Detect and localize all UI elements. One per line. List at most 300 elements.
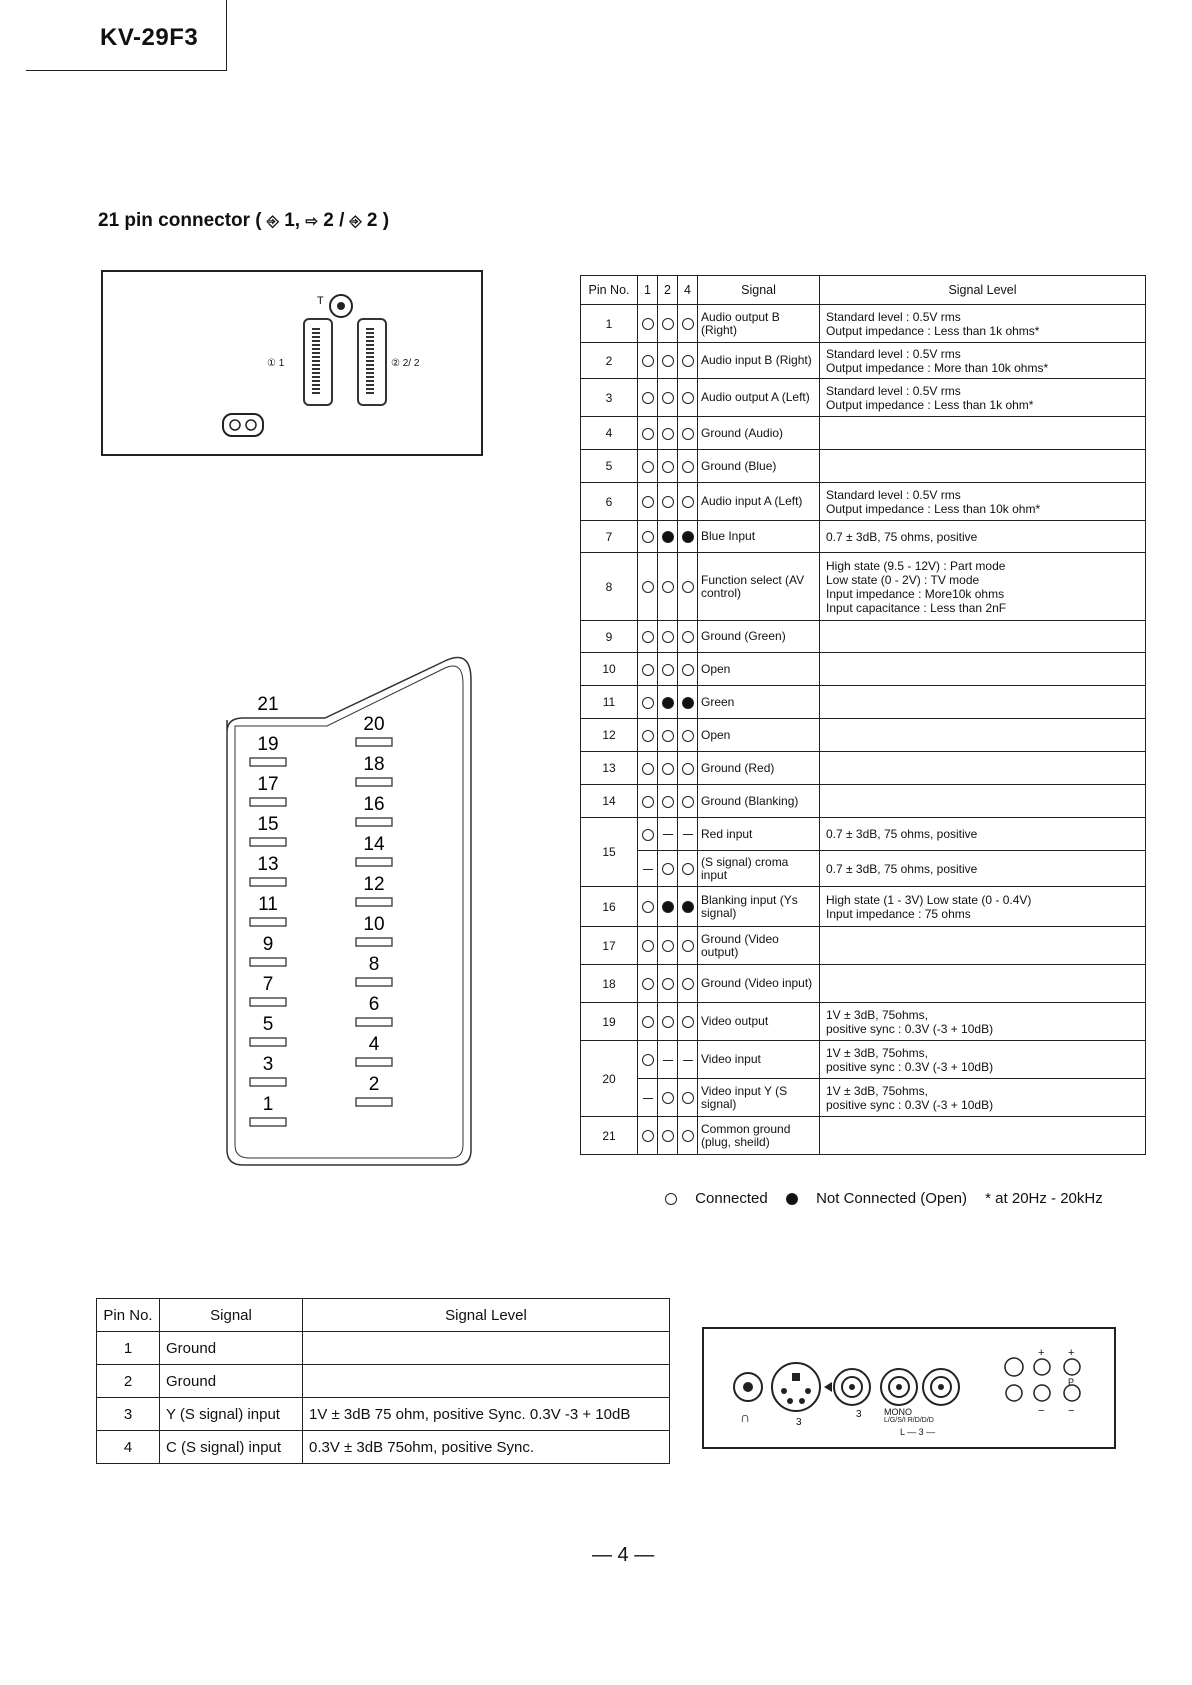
- not-applicable-icon: [663, 1060, 673, 1061]
- connection-cell: [678, 1003, 698, 1041]
- connected-icon: [642, 697, 654, 709]
- connection-cell: [678, 752, 698, 785]
- pin-right-column: [356, 714, 392, 1106]
- connection-cell: [658, 719, 678, 752]
- connected-icon: [642, 531, 654, 543]
- connection-cell: [658, 887, 678, 927]
- signal-level: [820, 450, 1146, 483]
- pin-number: 13: [581, 752, 638, 785]
- connection-cell: [658, 785, 678, 818]
- pin-label: 9: [262, 934, 274, 955]
- pin-number: 11: [581, 686, 638, 719]
- program-down-button-icon: [1064, 1385, 1080, 1401]
- pin-label: 1: [262, 1094, 274, 1115]
- connected-icon: [662, 796, 674, 808]
- pin-slot: [250, 758, 286, 766]
- connection-cell: [638, 450, 658, 483]
- volume-up-button-icon: [1034, 1359, 1050, 1375]
- connected-icon: [642, 730, 654, 742]
- pin-number: 17: [581, 927, 638, 965]
- signal-name: Ground (Green): [698, 621, 820, 653]
- signal-name: C (S signal) input: [160, 1431, 303, 1464]
- pin-number: 16: [581, 887, 638, 927]
- signal-level: [303, 1332, 670, 1365]
- signal-name: Y (S signal) input: [160, 1398, 303, 1431]
- pin-label: 6: [368, 994, 380, 1015]
- table-row: [581, 379, 1146, 417]
- menu-button-icon: [1005, 1358, 1023, 1376]
- connection-cell: [678, 851, 698, 887]
- connection-cell: [658, 379, 678, 417]
- pin-label: 12: [363, 874, 385, 895]
- not-connected-icon: [682, 697, 694, 709]
- connection-cell: [658, 1041, 678, 1079]
- antenna-socket-center: [337, 302, 345, 310]
- pin-number: 2: [581, 343, 638, 379]
- pin-label: 3: [262, 1054, 274, 1075]
- legend: [665, 1190, 1117, 1207]
- pin-label: 13: [257, 854, 279, 875]
- signal-level: 0.7 ± 3dB, 75 ohms, positive: [820, 818, 1146, 851]
- connection-cell: [658, 521, 678, 553]
- connection-cell: [638, 553, 658, 621]
- table-row: [581, 450, 1146, 483]
- signal-name: Blue Input: [698, 521, 820, 553]
- pin-number: 1: [581, 305, 638, 343]
- table-row: [581, 553, 1146, 621]
- antenna-label: T: [317, 295, 324, 307]
- table-row: [581, 305, 1146, 343]
- connected-icon: [662, 940, 674, 952]
- pin-slot: [356, 778, 392, 786]
- connected-symbol-icon: [665, 1193, 677, 1205]
- pin-label: 20: [363, 714, 385, 735]
- pin-slot: [356, 898, 392, 906]
- connected-icon: [662, 581, 674, 593]
- s-video-icon: ⎆: [349, 213, 362, 230]
- signal-name: Red input: [698, 818, 820, 851]
- program-up-button-icon: [1064, 1359, 1080, 1375]
- connected-icon: [662, 461, 674, 473]
- signal-level: 1V ± 3dB, 75ohms, positive sync : 0.3V (-3 + 10dB): [820, 1079, 1146, 1117]
- connected-icon: [662, 392, 674, 404]
- connected-icon: [662, 496, 674, 508]
- connection-cell: [678, 686, 698, 719]
- connected-icon: [682, 392, 694, 404]
- connection-cell: [638, 379, 658, 417]
- connected-icon: [682, 796, 694, 808]
- pin-slot: [356, 858, 392, 866]
- connection-cell: [638, 1003, 658, 1041]
- header-scart1: 1: [638, 276, 658, 305]
- pin-label: 19: [257, 734, 279, 755]
- s3-label: 3: [796, 1417, 802, 1428]
- signal-name: (S signal) croma input: [698, 851, 820, 887]
- table-row: [581, 653, 1146, 686]
- table-row: [581, 785, 1146, 818]
- connected-icon: [682, 355, 694, 367]
- signal-name: Ground (Red): [698, 752, 820, 785]
- connection-cell: [658, 1079, 678, 1117]
- signal-name: Ground: [160, 1332, 303, 1365]
- connected-icon: [642, 428, 654, 440]
- connected-icon: [682, 318, 694, 330]
- signal-level: [303, 1365, 670, 1398]
- connected-icon: [642, 1016, 654, 1028]
- signal-name: Function select (AV control): [698, 553, 820, 621]
- connection-cell: [638, 1079, 658, 1117]
- connected-icon: [682, 863, 694, 875]
- connection-cell: [678, 927, 698, 965]
- connected-icon: [642, 355, 654, 367]
- pin-slot: [356, 938, 392, 946]
- pin-number: 4: [581, 417, 638, 450]
- legend-note: * at 20Hz - 20kHz: [985, 1190, 1103, 1207]
- s-table-row: [97, 1431, 670, 1464]
- table-row: [581, 686, 1146, 719]
- signal-level: [820, 417, 1146, 450]
- connection-cell: [658, 927, 678, 965]
- pin-slot: [250, 918, 286, 926]
- connection-cell: [658, 1003, 678, 1041]
- connection-cell: [678, 343, 698, 379]
- scart-pin-table: [580, 275, 1146, 1155]
- table-row: [581, 521, 1146, 553]
- table-row: [581, 851, 1146, 887]
- signal-level: [820, 686, 1146, 719]
- table-row: [581, 1117, 1146, 1155]
- pin-number: 12: [581, 719, 638, 752]
- connection-cell: [638, 686, 658, 719]
- connected-icon: [642, 1130, 654, 1142]
- connected-icon: [682, 581, 694, 593]
- connection-cell: [638, 653, 658, 686]
- connection-cell: [638, 927, 658, 965]
- signal-name: Audio input A (Left): [698, 483, 820, 521]
- connection-cell: [658, 343, 678, 379]
- section-heading: [98, 210, 389, 232]
- connected-icon: [642, 392, 654, 404]
- pin-number: 8: [581, 553, 638, 621]
- table-row: [581, 719, 1146, 752]
- connected-icon: [662, 428, 674, 440]
- s-header-signal: Signal: [160, 1299, 303, 1332]
- connected-icon: [642, 581, 654, 593]
- signal-level: [820, 752, 1146, 785]
- signal-name: Open: [698, 719, 820, 752]
- pin-label: 17: [257, 774, 279, 795]
- minus-label-a: −: [1038, 1405, 1045, 1417]
- rear-panel-illustration: [101, 270, 483, 456]
- connection-cell: [678, 1041, 698, 1079]
- connection-cell: [658, 653, 678, 686]
- connected-icon: [642, 829, 654, 841]
- pin-label: 10: [363, 914, 385, 935]
- s-table-header-row: [97, 1299, 670, 1332]
- signal-level: [820, 1117, 1146, 1155]
- audio3-label: L — 3 —: [900, 1427, 936, 1437]
- pin-slot: [356, 818, 392, 826]
- signal-name: Green: [698, 686, 820, 719]
- pin-number: 3: [97, 1398, 160, 1431]
- table-row: [581, 1079, 1146, 1117]
- pin-slot: [250, 798, 286, 806]
- pin-number: 4: [97, 1431, 160, 1464]
- connected-icon: [642, 940, 654, 952]
- connection-cell: [678, 887, 698, 927]
- signal-level: Standard level : 0.5V rms Output impedance : Less than 10k ohm*: [820, 483, 1146, 521]
- pin-label: 2: [368, 1074, 380, 1095]
- header-pin: Pin No.: [581, 276, 638, 305]
- pin-label: 21: [257, 694, 279, 715]
- not-applicable-icon: [643, 1098, 653, 1099]
- signal-name: Blanking input (Ys signal): [698, 887, 820, 927]
- pin-label: 4: [368, 1034, 380, 1055]
- connected-icon: [682, 730, 694, 742]
- signal-level: High state (9.5 - 12V) : Part mode Low state (0 - 2V) : TV mode Input impedance : More10k ohms Input capacitance : Less than 2nF: [820, 553, 1146, 621]
- connection-cell: [638, 483, 658, 521]
- not-applicable-icon: [683, 834, 693, 835]
- pin-label: 18: [363, 754, 385, 775]
- connected-icon: [662, 863, 674, 875]
- pin-number: 9: [581, 621, 638, 653]
- pin-number: 1: [97, 1332, 160, 1365]
- connection-cell: [658, 450, 678, 483]
- connected-icon: [682, 978, 694, 990]
- headphone-label: ∩: [740, 1409, 751, 1425]
- table-row: [581, 1003, 1146, 1041]
- scart-socket-2: [357, 318, 387, 406]
- not-connected-symbol-icon: [786, 1193, 798, 1205]
- signal-level: [820, 653, 1146, 686]
- connection-cell: [678, 379, 698, 417]
- pin-slot: [356, 738, 392, 746]
- connection-cell: [678, 553, 698, 621]
- connection-cell: [678, 417, 698, 450]
- signal-name: Ground (Video output): [698, 927, 820, 965]
- heading-part1: 1,: [284, 210, 301, 231]
- connection-cell: [638, 965, 658, 1003]
- table-header-row: [581, 276, 1146, 305]
- signal-level: [820, 785, 1146, 818]
- connected-icon: [662, 730, 674, 742]
- connection-cell: [658, 851, 678, 887]
- connection-cell: [678, 965, 698, 1003]
- connection-cell: [658, 305, 678, 343]
- signal-level: 1V ± 3dB, 75ohms, positive sync : 0.3V (-3 + 10dB): [820, 1003, 1146, 1041]
- heading-part2: 2 /: [323, 210, 345, 231]
- signal-name: Video input: [698, 1041, 820, 1079]
- pin-label: 14: [363, 834, 385, 855]
- connection-cell: [658, 1117, 678, 1155]
- connected-icon: [682, 1016, 694, 1028]
- pin-left-column: [250, 694, 286, 1126]
- pin-number: 10: [581, 653, 638, 686]
- connected-icon: [682, 631, 694, 643]
- connected-icon: [642, 664, 654, 676]
- connected-icon: [662, 664, 674, 676]
- connection-cell: [658, 818, 678, 851]
- connected-icon: [682, 461, 694, 473]
- pin-label: 15: [257, 814, 279, 835]
- connected-icon: [682, 428, 694, 440]
- table-row: [581, 1041, 1146, 1079]
- pin-slot: [356, 1058, 392, 1066]
- lr-label: L/G/S/I R/D/D/D: [884, 1417, 934, 1424]
- signal-name: Common ground (plug, sheild): [698, 1117, 820, 1155]
- signal-name: Ground (Blue): [698, 450, 820, 483]
- pin-label: 8: [368, 954, 380, 975]
- table-row: [581, 965, 1146, 1003]
- connection-cell: [658, 417, 678, 450]
- scart-pin-diagram: [215, 640, 475, 1180]
- pin-number: 2: [97, 1365, 160, 1398]
- minus-label-b: −: [1068, 1405, 1075, 1417]
- pin-number: 21: [581, 1117, 638, 1155]
- connection-cell: [638, 343, 658, 379]
- connected-icon: [682, 1092, 694, 1104]
- header-signal: Signal: [698, 276, 820, 305]
- connected-icon: [662, 318, 674, 330]
- arrow-icon: [824, 1382, 832, 1392]
- connected-icon: [662, 1016, 674, 1028]
- connection-cell: [638, 887, 658, 927]
- rear-panel-drawing: [103, 272, 481, 454]
- s-header-pin: Pin No.: [97, 1299, 160, 1332]
- table-row: [581, 887, 1146, 927]
- pin-slot: [250, 958, 286, 966]
- signal-name: Audio output B (Right): [698, 305, 820, 343]
- signal-level: [820, 621, 1146, 653]
- signal-name: Ground (Audio): [698, 417, 820, 450]
- connection-cell: [678, 1079, 698, 1117]
- table-row: [581, 621, 1146, 653]
- scart1-label: ① 1: [267, 358, 285, 369]
- pin-number: 18: [581, 965, 638, 1003]
- pin-label: 16: [363, 794, 385, 815]
- signal-name: Ground (Blanking): [698, 785, 820, 818]
- signal-level: Standard level : 0.5V rms Output impedance : More than 10k ohms*: [820, 343, 1146, 379]
- signal-name: Video output: [698, 1003, 820, 1041]
- model-number: KV-29F3: [100, 24, 199, 51]
- not-connected-icon: [662, 901, 674, 913]
- connected-icon: [642, 763, 654, 775]
- signal-level: [820, 965, 1146, 1003]
- not-connected-icon: [662, 697, 674, 709]
- connection-cell: [658, 686, 678, 719]
- signal-level: 0.3V ± 3dB 75ohm, positive Sync.: [303, 1431, 670, 1464]
- connected-icon: [642, 978, 654, 990]
- connection-cell: [638, 305, 658, 343]
- pin-number: 20: [581, 1041, 638, 1117]
- connected-icon: [662, 355, 674, 367]
- connected-icon: [642, 901, 654, 913]
- signal-name: Audio input B (Right): [698, 343, 820, 379]
- input-arrow-icon: ⇨: [305, 213, 318, 230]
- not-applicable-icon: [643, 869, 653, 870]
- connected-icon: [662, 1092, 674, 1104]
- s-video-pin-table: [96, 1298, 670, 1464]
- table-row: [581, 818, 1146, 851]
- connected-icon: [662, 1130, 674, 1142]
- table-row: [581, 927, 1146, 965]
- heading-text: 21 pin connector (: [98, 210, 262, 231]
- signal-name: Ground (Video input): [698, 965, 820, 1003]
- pin-slot: [250, 838, 286, 846]
- signal-name: Ground: [160, 1365, 303, 1398]
- not-connected-icon: [682, 531, 694, 543]
- connected-icon: [642, 1054, 654, 1066]
- connection-cell: [678, 653, 698, 686]
- connected-icon: [642, 318, 654, 330]
- table-row: [581, 343, 1146, 379]
- scart-socket-1: [303, 318, 333, 406]
- pin-slot: [250, 878, 286, 886]
- signal-level: 1V ± 3dB 75 ohm, positive Sync. 0.3V -3 + 10dB: [303, 1398, 670, 1431]
- connection-cell: [658, 553, 678, 621]
- connection-cell: [638, 818, 658, 851]
- page-number: — 4 —: [592, 1544, 655, 1566]
- legend-connected: Connected: [695, 1190, 768, 1207]
- signal-level: [820, 719, 1146, 752]
- not-connected-icon: [662, 531, 674, 543]
- connection-cell: [678, 818, 698, 851]
- signal-level: [820, 927, 1146, 965]
- connection-cell: [658, 621, 678, 653]
- connection-cell: [638, 417, 658, 450]
- connection-cell: [678, 785, 698, 818]
- s-video-jack-icon: [772, 1363, 820, 1411]
- s-table-row: [97, 1332, 670, 1365]
- s-table-row: [97, 1365, 670, 1398]
- signal-level: Standard level : 0.5V rms Output impedance : Less than 1k ohm*: [820, 379, 1146, 417]
- connection-cell: [678, 305, 698, 343]
- pin-number: 3: [581, 379, 638, 417]
- connection-cell: [658, 483, 678, 521]
- connection-cell: [638, 785, 658, 818]
- connection-cell: [678, 1117, 698, 1155]
- scart-icon: ⎆: [266, 213, 279, 230]
- pin-number: 15: [581, 818, 638, 887]
- connection-cell: [678, 483, 698, 521]
- not-applicable-icon: [683, 1060, 693, 1061]
- connected-icon: [682, 664, 694, 676]
- pin-label: 7: [262, 974, 274, 995]
- pin-slot: [250, 1078, 286, 1086]
- signal-level: 1V ± 3dB, 75ohms, positive sync : 0.3V (-3 + 10dB): [820, 1041, 1146, 1079]
- signal-name: Video input Y (S signal): [698, 1079, 820, 1117]
- pin-slot: [356, 1018, 392, 1026]
- connection-cell: [638, 851, 658, 887]
- legend-not-connected: Not Connected (Open): [816, 1190, 967, 1207]
- s-header-level: Signal Level: [303, 1299, 670, 1332]
- pin-slot: [356, 978, 392, 986]
- power-socket-icon: [223, 414, 263, 436]
- pin-label: 5: [262, 1014, 274, 1035]
- volume-button-icon: [1006, 1385, 1022, 1401]
- not-applicable-icon: [663, 834, 673, 835]
- signal-name: Open: [698, 653, 820, 686]
- volume-down-button-icon: [1034, 1385, 1050, 1401]
- connection-cell: [638, 719, 658, 752]
- pin-number: 6: [581, 483, 638, 521]
- signal-level: 0.7 ± 3dB, 75 ohms, positive: [820, 521, 1146, 553]
- connection-cell: [638, 621, 658, 653]
- connection-cell: [658, 965, 678, 1003]
- table-row: [581, 752, 1146, 785]
- connected-icon: [642, 631, 654, 643]
- pin-slot: [250, 998, 286, 1006]
